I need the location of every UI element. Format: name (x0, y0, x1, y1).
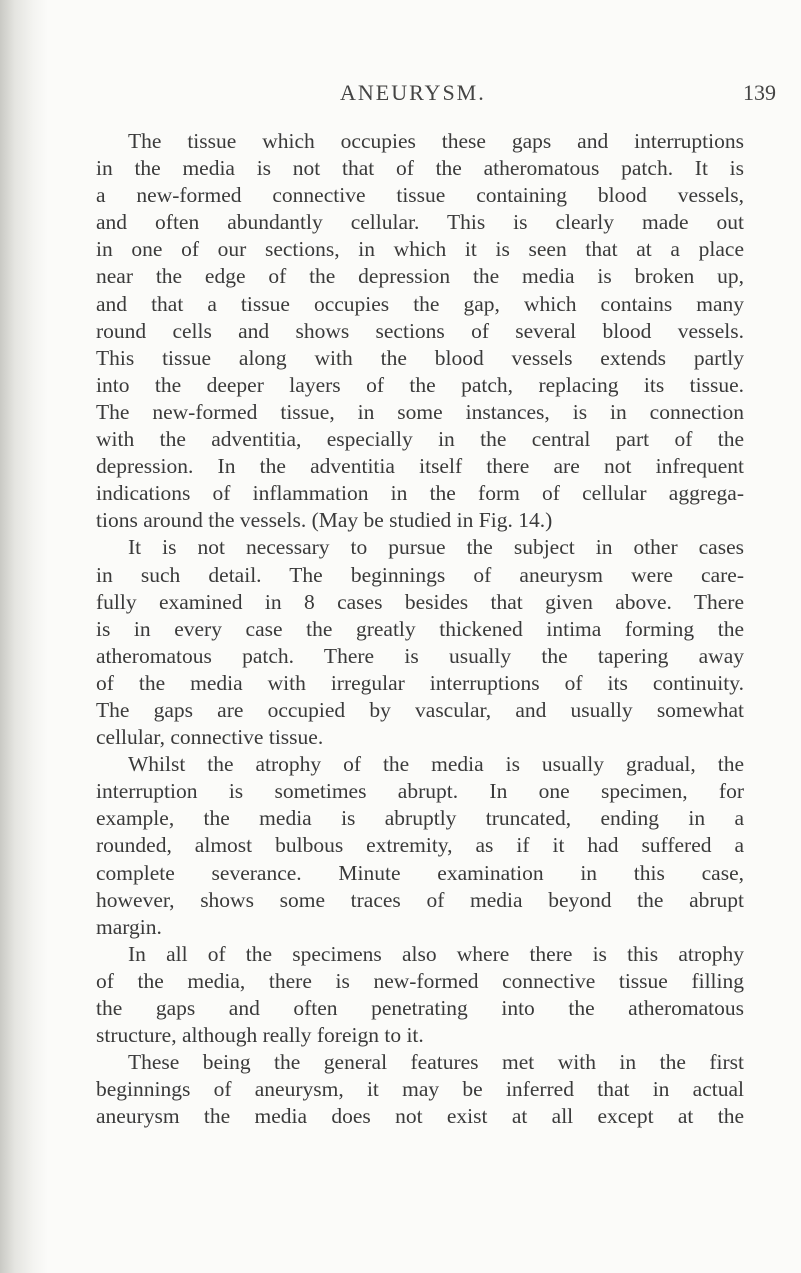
text-line: complete severance. Minute examination in this case, (96, 860, 744, 885)
text-line: beginnings of aneurysm, it may be inferred that in actual (96, 1077, 744, 1102)
text-line: aneurysm the media does not exist at all except at the (96, 1104, 744, 1129)
text-line: interruption is sometimes abrupt. In one specimen, for (96, 779, 744, 804)
text-line: margin. (96, 914, 162, 939)
text-line: in the media is not that of the atheromatous patch. It is (96, 156, 744, 181)
text-line: In all of the specimens also where there is this atrophy (128, 941, 744, 966)
text-line: This tissue along with the blood vessels extends partly (96, 345, 744, 370)
text-line: It is not necessary to pursue the subject in other cases (128, 535, 744, 560)
text-line: in such detail. The beginnings of aneurysm were care- (96, 562, 744, 587)
text-line: The new-formed tissue, in some instances, is in connection (96, 399, 744, 424)
text-line: tions around the vessels. (May be studied in Fig. 14.) (96, 508, 553, 533)
body-text (96, 128, 744, 1130)
text-line: structure, although really foreign to it. (96, 1023, 424, 1048)
running-head (0, 80, 801, 110)
text-line: is in every case the greatly thickened intima forming the (96, 616, 744, 641)
text-line: and that a tissue occupies the gap, which contains many (96, 291, 744, 316)
text-line: indications of inflammation in the form of cellular aggrega- (96, 481, 744, 506)
text-line: The gaps are occupied by vascular, and usually somewhat (96, 697, 744, 722)
text-line: of the media, there is new-formed connective tissue filling (96, 968, 744, 993)
text-line: in one of our sections, in which it is seen that at a place (96, 237, 744, 262)
text-line: These being the general features met with in the first (128, 1050, 744, 1075)
text-line: a new-formed connective tissue containing blood vessels, (96, 183, 744, 208)
page-number: 139 (743, 80, 776, 105)
page-gutter-shadow (0, 0, 48, 1273)
text-line: near the edge of the depression the media is broken up, (96, 264, 744, 289)
text-line: The tissue which occupies these gaps and interruptions (128, 129, 744, 153)
text-line: atheromatous patch. There is usually the tapering away (96, 643, 744, 668)
text-line: into the deeper layers of the patch, replacing its tissue. (96, 372, 744, 397)
text-line: however, shows some traces of media beyond the abrupt (96, 887, 744, 912)
text-line: round cells and shows sections of several blood vessels. (96, 318, 744, 343)
text-line: depression. In the adventitia itself there are not infrequent (96, 454, 744, 479)
text-line: with the adventitia, especially in the central part of the (96, 427, 744, 452)
text-line: rounded, almost bulbous extremity, as if it had suffered a (96, 833, 744, 858)
text-line: fully examined in 8 cases besides that given above. There (96, 589, 744, 614)
running-title: ANEURYSM. (340, 80, 486, 105)
text-line: of the media with irregular interruptions of its continuity. (96, 670, 744, 695)
text-line: example, the media is abruptly truncated, ending in a (96, 806, 744, 831)
text-line: cellular, connective tissue. (96, 725, 324, 750)
text-line: Whilst the atrophy of the media is usually gradual, the (128, 752, 744, 777)
text-line: and often abundantly cellular. This is clearly made out (96, 210, 744, 235)
text-line: the gaps and often penetrating into the atheromatous (96, 996, 744, 1020)
